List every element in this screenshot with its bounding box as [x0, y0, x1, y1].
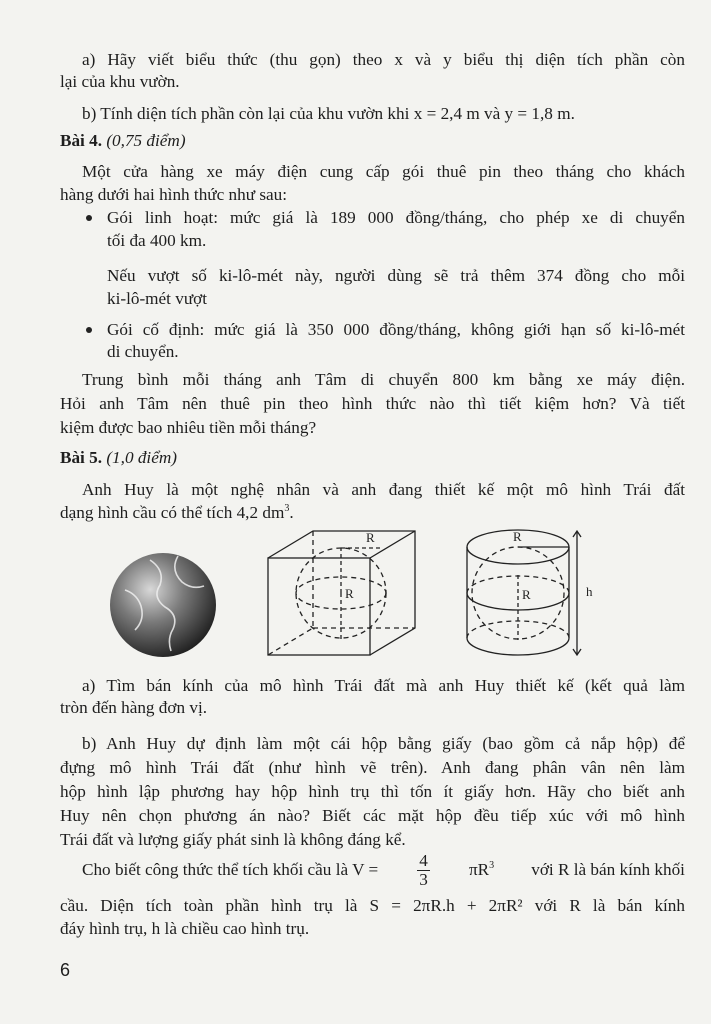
- cylinder-top-radius-label: R: [513, 529, 522, 544]
- fraction: [417, 852, 430, 889]
- bai5-a-line-1: a) Tìm bán kính của mô hình Trái đất mà anh Huy thiết kế (kết quả làm: [82, 676, 685, 695]
- bai3-a-line-1: a) Hãy viết biểu thức (thu gọn) theo x và y biểu thị diện tích phần còn: [82, 50, 685, 69]
- bai5-b-line-1: b) Anh Huy dự định làm một cái hộp bằng giấy (bao gồm cả nắp hộp) để: [82, 734, 685, 753]
- bai4-question-line-2: Hỏi anh Tâm nên thuê pin theo hình thức nào thì tiết kiệm hơn? Và tiết: [60, 394, 685, 413]
- bai4-bullet1-sub-line-2: ki-lô-mét vượt: [107, 289, 208, 308]
- bai4-points: (0,75 điểm): [106, 131, 186, 150]
- bai5-title: Bài 5.: [60, 448, 103, 467]
- formula-term: [469, 859, 494, 881]
- formula-prefix: Cho biết công thức thể tích khối cầu là V =: [82, 860, 379, 879]
- fraction-denominator: 3: [419, 869, 428, 889]
- cylinder-formula-line-1: cầu. Diện tích toàn phần hình trụ là S = 2πR.h + 2πR² với R là bán kính: [60, 896, 685, 915]
- fraction-numerator: 4: [419, 850, 428, 870]
- intro-end: .: [289, 503, 294, 522]
- bai5-intro-line-1: Anh Huy là một nghệ nhân và anh đang thiết kế một mô hình Trái đất: [82, 480, 685, 499]
- bai5-b-line-5: Trái đất và lượng giấy phát sinh là không đáng kể.: [60, 830, 406, 849]
- cube-inner-radius-label: R: [345, 586, 354, 601]
- bai5-a-line-2: tròn đến hàng đơn vị.: [60, 698, 208, 717]
- sphere-volume-formula: [82, 850, 685, 890]
- cube-top-radius-label: R: [366, 530, 375, 545]
- bai4-intro-line-1: Một cửa hàng xe máy điện cung cấp gói thuê pin theo tháng cho khách: [82, 162, 685, 181]
- cube-exponent: 3: [284, 503, 290, 514]
- bai4-bullet1-line-1: Gói linh hoạt: mức giá là 189 000 đồng/tháng, cho phép xe di chuyển: [107, 208, 685, 227]
- bai5-points: (1,0 điểm): [106, 448, 177, 467]
- bai4-bullet2-line-1: Gói cố định: mức giá là 350 000 đồng/tháng, không giới hạn số ki-lô-mét: [107, 320, 685, 339]
- bai3-b-line: b) Tính diện tích phần còn lại của khu vườn khi x = 2,4 m và y = 1,8 m.: [82, 104, 575, 123]
- bai5-b-line-2: đựng mô hình Trái đất (như hình vẽ trên). Anh đang phân vân nên làm: [60, 758, 685, 777]
- bai4-bullet1-line-2: tối đa 400 km.: [107, 231, 207, 250]
- bai4-question-line-3: kiệm được bao nhiêu tiền mỗi tháng?: [60, 418, 317, 437]
- bai4-bullet2-line-2: di chuyển.: [107, 342, 179, 361]
- bai4-title: Bài 4.: [60, 131, 103, 150]
- intro-text: dạng hình cầu có thể tích 4,2 dm: [60, 503, 285, 522]
- bai4-question-line-1: Trung bình mỗi tháng anh Tâm di chuyển 800 km bằng xe máy điện.: [82, 370, 685, 389]
- bai3-a-line-2: lại của khu vườn.: [60, 72, 180, 91]
- globe-image: [110, 553, 216, 657]
- cylinder-inner-radius-label: R: [522, 587, 531, 602]
- bai4-bullet1-sub-line-1: Nếu vượt số ki-lô-mét này, người dùng sẽ trả thêm 374 đồng cho mỗi: [107, 266, 685, 285]
- cylinder-formula-line-2: đáy hình trụ, h là chiều cao hình trụ.: [60, 919, 310, 938]
- bai5-b-line-3: hộp hình lập phương hay hộp hình trụ thì tốn ít giấy hơn. Hãy cho biết anh: [60, 782, 685, 801]
- page-number: 6: [60, 960, 71, 980]
- bai4-intro-line-2: hàng dưới hai hình thức như sau:: [60, 185, 288, 204]
- pi-r: πR: [468, 860, 490, 879]
- bai5-b-line-4: Huy nên chọn phương án nào? Biết các mặt hộp đều tiếp xúc với mô hình: [60, 806, 685, 825]
- exponent: 3: [489, 860, 495, 871]
- cube-diagram: [268, 531, 415, 655]
- cylinder-height-label: h: [586, 584, 593, 599]
- formula-suffix: với R là bán kính khối: [531, 860, 685, 879]
